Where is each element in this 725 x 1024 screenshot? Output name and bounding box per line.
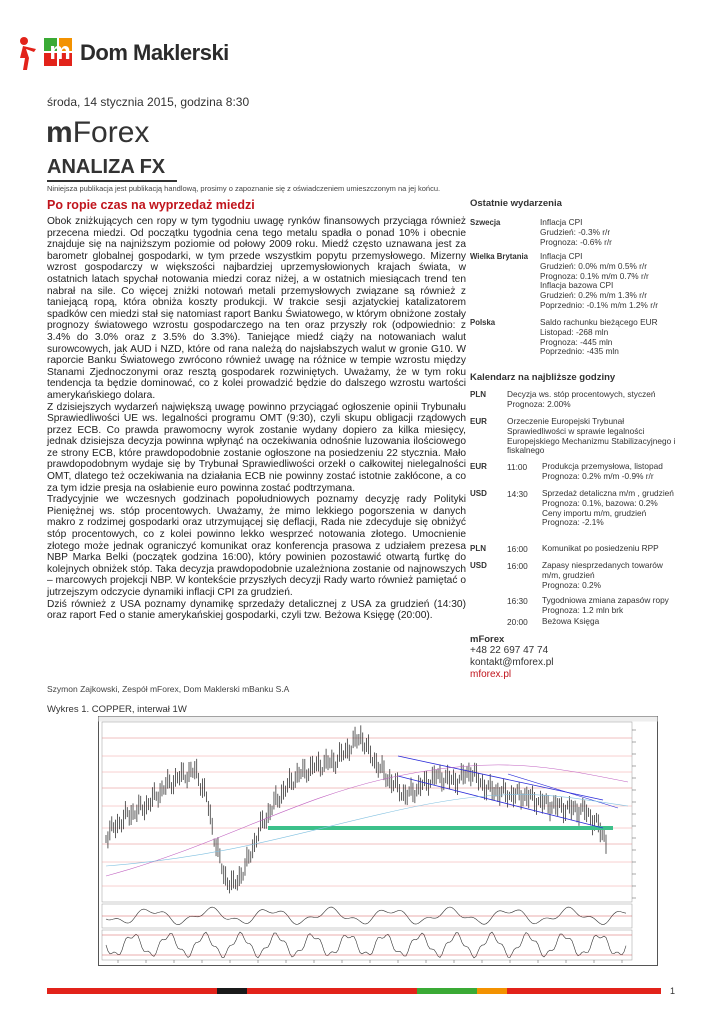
contact-website-link[interactable]: mforex.pl [470, 669, 512, 680]
logo-mark [44, 38, 72, 66]
author-line: Szymon Zajkowski, Zespół mForex, Dom Maklerski mBanku S.A [47, 684, 290, 694]
event-line: Prognoza: -0.6% r/r [540, 236, 612, 247]
footer-color-bar [47, 988, 661, 994]
subtitle-underline [47, 180, 177, 182]
event-line: Poprzednio: -0.1% m/m 1.2% r/r [540, 299, 659, 310]
page-number: 1 [670, 986, 676, 996]
event-line: Decyzja ws. stóp procentowych, styczeń [507, 389, 656, 399]
chart-caption: Wykres 1. COPPER, interwał 1W [47, 704, 187, 715]
event-line: Beżowa Księga [542, 616, 600, 626]
brand-name: Dom Maklerski [80, 40, 229, 65]
currency-code: PLN [470, 544, 486, 553]
event-line: Komunikat po posiedzeniu RPP [542, 543, 659, 553]
event-time: 16:00 [507, 561, 528, 571]
brand-logo [14, 30, 274, 80]
paragraph: Dziś również z USA poznamy dynamikę sprzedaży detalicznej z USA za grudzień (14:30) oraz raport Fed o stanie amerykańskiej gospodarki, czyli tzw. Beżowa Księgę (20:00). [47, 598, 466, 622]
country-label: Wielka Brytania [470, 252, 528, 261]
event-line: Inflacja CPI [540, 217, 583, 227]
event-line: Grudzień: 0.0% m/m 0.5% r/r [540, 260, 647, 271]
event-line: Sprawiedliwości w sprawie legalności [507, 425, 645, 436]
logo-letter: m [49, 38, 71, 65]
disclaimer: Niniejsza publikacja jest publikacją handlową, prosimy o zapoznanie się z oświadczeniem umieszczonym na jej końcu. [47, 184, 441, 193]
event-line: Orzeczenie Europejski Trybunał [507, 416, 625, 426]
contact-phone: +48 22 697 47 74 [470, 645, 549, 656]
event-line: Prognoza: 0.2% m/m -0.9% r/r [542, 470, 654, 481]
event-line: Ceny importu m/m, grudzień [542, 507, 647, 518]
title-main: Forex [72, 116, 150, 149]
copper-price-chart [98, 716, 658, 966]
event-line: Inflacja CPI [540, 251, 583, 261]
event-line: Listopad: -268 mln [540, 326, 609, 337]
event-line: fiskalnego [507, 445, 545, 456]
event-line: Inflacja bazowa CPI [540, 280, 614, 291]
event-line: Prognoza: -445 mln [540, 336, 613, 347]
contact-block [470, 634, 554, 680]
date-line: środa, 14 stycznia 2015, godzina 8:30 [47, 95, 250, 109]
article-headline: Po ropie czas na wyprzedaż miedzi [47, 198, 255, 212]
paragraph: Tradycyjnie we wczesnych godzinach popołudniowych poznamy decyzję rady Polityki Pieniężnej ws. stóp procentowych. Uważamy, że mimo lekkiego pogorszenia w danych makro z rodzimej gospodarki oraz utrzymującej się deflacji, Rada nie zdecyduje się obniżyć stóp procentowych, co z kolei powinno lekko wesprzeć notowania złotego. Umocnienie złotego może jednak ograniczyć komunikat oraz konferencja prasowa z udziałem prezesa NBP Marka Belki (początek godzina 16:00), który powinien pozostawić otwartą furtkę do kolejnych obniżek stóp. Taka decyzja prawdopodobnie uzależniona zostanie od najnowszych – marcowych projekcji NBP. W kontekście przyszłych decyzji Rady warto również pamiętać o jutrzejszym odczycie dynamiki inflacji CPI za grudzień. [47, 494, 466, 598]
event-line: Saldo rachunku bieżącego EUR [540, 317, 658, 327]
main-panel [102, 722, 632, 902]
runner-icon [14, 36, 42, 72]
publication-title [46, 116, 149, 150]
event-line: Prognoza: 0.1% m/m 0.7% r/r [540, 270, 649, 281]
event-line: Produkcja przemysłowa, listopad [542, 461, 663, 471]
event-line: Poprzednio: -435 mln [540, 346, 619, 357]
article-body [47, 216, 466, 622]
paragraph: Z dzisiejszych wydarzeń największą uwagę powinno przyciągać ogłoszenie opinii Trybunału Sprawiedliwości UE ws. legalności programu OMT (9:30), czyli skupu obligacji rządowych przez ECB. Co prawda prawomocny wyrok zostanie wydany dopiero za kilka miesięcy, jednak dzisiejsza decyzja powinna wpłynąć na oczekiwania odnośnie luzowania ilościowego ze strony ECB, które prawdopodobnie zostanie ogłoszone na posiedzeniu 22 stycznia. Mało prawdopodobnym wydaje się by Trybunał Sprawiedliwości orzekł o całkowitej nielegalności OMT, dlatego też oczekiwania na działania ECB nie powinny zostać istotnie zakłócone, a co za tym idzie presja na osłabienie euro powinna zostać podtrzymana. [47, 401, 466, 494]
country-label: Polska [470, 318, 496, 327]
event-line: Grudzień: 0.2% m/m 1.3% r/r [540, 290, 647, 301]
event-line: Europejskiego Mechanizmu Stabilizacyjnego i [507, 435, 676, 446]
country-label: Szwecja [470, 218, 501, 227]
event-time: 20:00 [507, 617, 528, 627]
contact-heading: mForex [470, 634, 505, 645]
publication-subtitle: ANALIZA FX [47, 156, 166, 178]
event-time: 16:30 [507, 596, 528, 606]
currency-code: USD [470, 489, 487, 498]
event-line: Tygodniowa zmiana zapasów ropy [542, 595, 669, 605]
event-line: Grudzień: -0.3% r/r [540, 226, 611, 237]
recent-events-heading: Ostatnie wydarzenia [470, 198, 562, 209]
paragraph: Obok zniżkujących cen ropy w tym tygodniu uwagę rynków finansowych przyciąga również przecena miedzi. Od początku tygodnia cena tego metalu spadła o ponad 10% i obecnie znajduje się na najniższym poziomie od połowy 2009 roku. Miedź często uznawana jest za barometr globalnej gospodarki, w tym przede wszystkim popytu przemysłowego. Mizerny wzrost gospodarczy w większości najbardziej uprzemysłowionych krajach świata, w ostatnich latach spychał notowania miedzi coraz niżej, a w ostatnich miesiącach trend ten nabrał na sile. Co więcej zniżki notowań metali przemysłowych związane są również z taniejącą ropą, która obniża koszty produkcji. W trakcie sesji azjatyckiej katalizatorem spadków cen miedzi stał się natomiast raport Banku Światowego, w którym obniżone zostały prognozy światowego wzrostu gospodarczego na ten oraz przyszły rok (odpowiednio: z 3.4% do 3.0% oraz z 3.5% do 3.3%). Taniejące miedź ciąży na notowaniach walut surowcowych, jak AUD i NZD, które od rana należą do najsłabszych walut w gronie G10. W raporcie Banku Światowego zwrócono również uwagę na różnice w tempie wzrostu między Stanami Zjednoczonymi oraz resztą gospodarek rozwiniętych. Uważamy, że w tym roku tendencja ta będzie dominować, co z kolei prowadzić będzie do dalszego wzrostu wartości amerykańskiego dolara. [47, 216, 466, 401]
event-line: Zapasy niesprzedanych towarów [542, 560, 663, 570]
event-time: 11:00 [507, 462, 528, 472]
event-time: 14:30 [507, 489, 528, 499]
event-line: m/m, grudzień [542, 569, 595, 580]
currency-code: EUR [470, 462, 487, 471]
currency-code: EUR [470, 417, 487, 426]
title-prefix: m [46, 116, 73, 149]
event-line: Prognoza: 0.2% [542, 579, 602, 590]
contact-email[interactable]: kontakt@mforex.pl [470, 657, 554, 668]
currency-code: USD [470, 561, 487, 570]
indicator-panel-2 [102, 930, 632, 960]
event-line: Prognoza: 2.00% [507, 398, 571, 409]
event-line: Prognoza: -2.1% [542, 517, 604, 528]
currency-code: PLN [470, 390, 486, 399]
event-line: Prognoza: 1.2 mln brk [542, 604, 624, 615]
event-time: 16:00 [507, 544, 528, 554]
event-line: Prognoza: 0.1%, bazowa: 0.2% [542, 497, 658, 508]
calendar-heading: Kalendarz na najbliższe godziny [470, 372, 616, 383]
event-line: Sprzedaż detaliczna m/m , grudzień [542, 488, 674, 498]
